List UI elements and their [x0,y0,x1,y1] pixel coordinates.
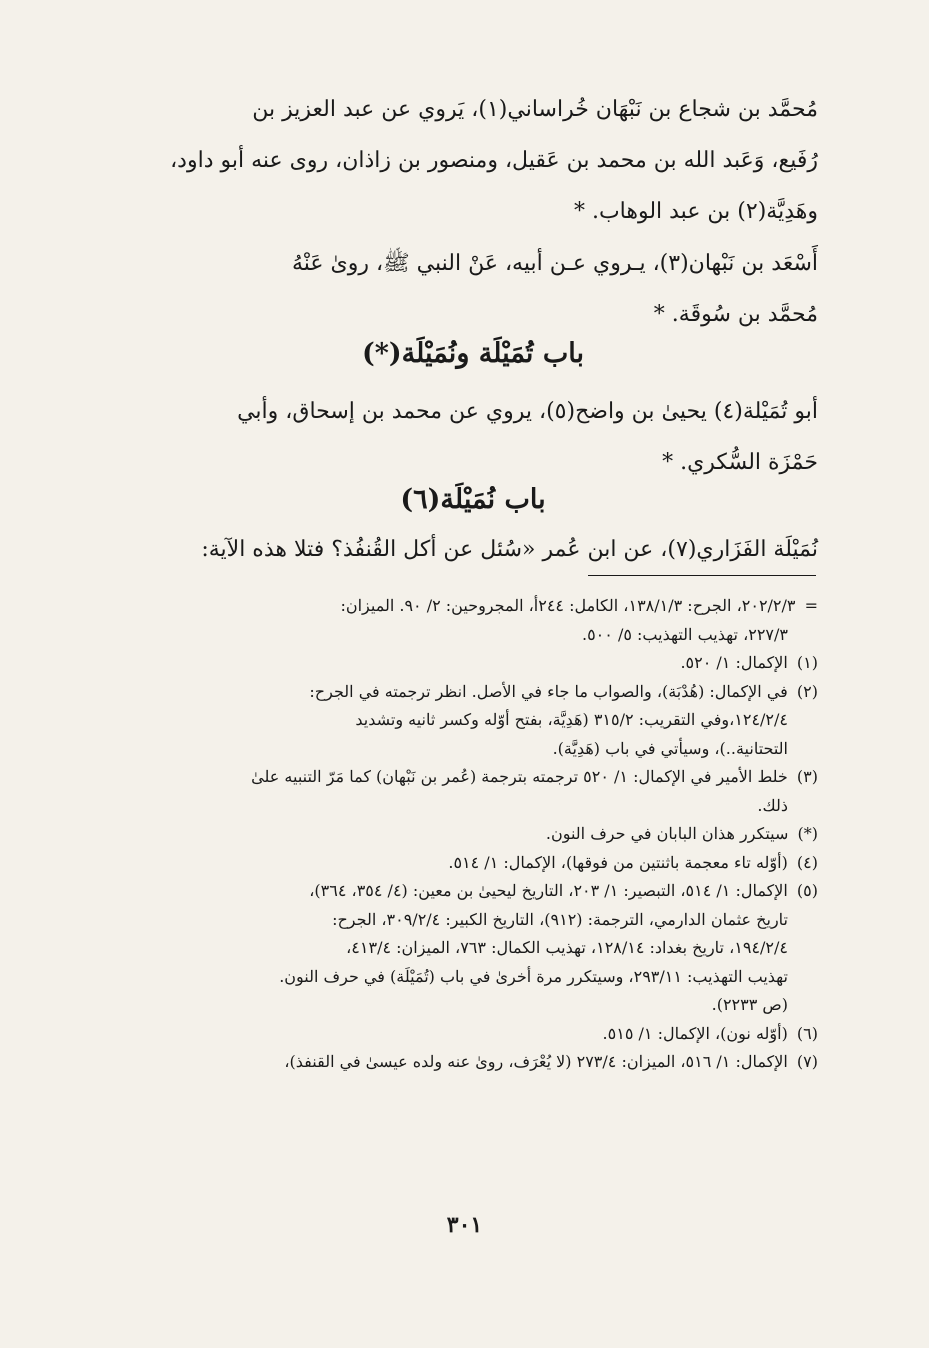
footnote-line: سيتكرر هذان البابان في حرف النون. [545,824,789,843]
footnote-line: ١٩٤/٢/٤، تاريخ بغداد: ١٢٨/١٤، تهذيب الكمال: ٧٦٣، الميزان: ٤١٣/٤، [346,938,788,957]
footnote-line: ذلك. [757,795,788,815]
footnote-line: ١٢٤/٢/٤،وفي التقريب: ٣١٥/٢ (هَدِيَّة، بفتح أوّله وكسر ثانيه وتشديد [355,710,788,729]
footnote-number: (٢) [796,681,818,701]
entry-numayla-fazari [128,524,818,575]
page-number: ٣٠١ [446,1212,483,1238]
footnote-number: (*) [797,824,818,843]
footnote-line: تاريخ عثمان الدارمي، الترجمة: (٩١٢)، التاريخ الكبير: ٣٠٩/٢/٤، الجرح: [332,909,788,929]
footnote-line: (ص ٢٢٣٣). [711,995,788,1014]
footnote-star [128,820,818,849]
footnote-line: ٢٠٢/٢/٣، الجرح: ١٣٨/١/٣، الكامل: ٢٤٤أ، المجروحين: ٢/ ٩٠. الميزان: [340,596,796,615]
footnote-number: (٣) [796,767,818,786]
footnote-number: (٦) [796,1023,818,1043]
footnote-number: (٤) [796,852,818,872]
footnote-line: خلط الأمير في الإكمال: ١/ ٥٢٠ ترجمته بترجمة (عُمر بن نَبْهان) كما مَرّ التنبيه علىٰ [251,767,788,786]
footnote-line: (أوّله نون)، الإكمال: ١/ ٥١٥. [602,1023,788,1043]
footnote-7 [128,1048,818,1077]
text-line: حَمْزَة السُّكري. * [662,450,818,475]
footnote-number: = [804,596,818,615]
footnote-line: (أوّله تاء معجمة باثنتين من فوقها)، الإكمال: ١/ ٥١٤. [448,852,788,872]
section-heading-numayla: باب نُمَيْلَة(٦) [400,484,546,515]
footnote-separator [588,575,816,576]
footnote-4 [128,849,818,878]
text-line: نُمَيْلَة الفَزَاري(٧)، عن ابن عُمر «سُئل عن أكل القُنفُذ؟ فتلا هذه الآية: [201,537,818,562]
footnote-continuation [128,592,818,649]
text-line: وهَدِيَّة(٢) بن عبد الوهاب. * [573,199,818,224]
text-line: مُحمَّد بن شجاع بن نَبْهَان خُراساني(١)، يَروي عن عبد العزيز بن [252,97,818,122]
footnote-3 [128,763,818,820]
footnote-line: الإكمال: ١/ ٥١٦، الميزان: ٢٧٣/٤ (لا يُعْرَف، روىٰ عنه ولده عيسىٰ في القنفذ)، [284,1052,788,1071]
footnote-line: الإكمال: ١/ ٥٢٠. [680,653,788,672]
footnote-6 [128,1020,818,1049]
footnote-number: (١) [796,653,818,672]
footnote-line: تهذيب التهذيب: ٢٩٣/١١، وسيتكرر مرة أخرىٰ في باب (تُمَيْلَة) في حرف النون. [279,966,788,986]
footnote-number: (٧) [796,1052,818,1071]
section-heading-tumayla-numayla: باب تُمَيْلَة ونُمَيْلَة(*) [361,338,585,369]
text-line: أَسْعَد بن نَبْهان(٣)، يـروي عـن أبيه، عَنْ النبي ﷺ، روىٰ عَنْهُ [291,251,818,276]
text-line: مُحمَّد بن سُوقَة. * [653,302,818,327]
footnote-line: ٢٢٧/٣، تهذيب التهذيب: ٥/ ٥٠٠. [581,624,788,644]
footnote-number: (٥) [796,881,818,900]
footnote-2 [128,678,818,764]
entry-asad-ibn-nabhan [128,238,818,340]
text-line: رُفَيع، وَعَبد الله بن محمد بن عَقيل، ومنصور بن زاذان، روى عنه أبو داود، [170,148,818,173]
footnote-1 [128,649,818,678]
footnote-line: التحتانية..)، وسيأتي في باب (هَدِيَّة). [552,738,788,758]
entry-abu-tumayla [128,386,818,488]
footnote-line: في الإكمال: (هُدْبَة)، والصواب ما جاء في الأصل. انظر ترجمته في الجرح: [309,681,788,701]
text-line: أبو تُمَيْلة(٤) يحيىٰ بن واضح(٥)، يروي عن محمد بن إسحاق، وأبي [237,399,818,424]
footnotes [128,592,818,1077]
footnote-5 [128,877,818,1020]
footnote-line: الإكمال: ١/ ٥١٤، التبصير: ١/ ٢٠٣، التاريخ ليحيىٰ بن معين: (٤/ ٣٥٤، ٣٦٤)، [309,881,788,900]
entry-muhammad-ibn-shuja [128,84,818,237]
